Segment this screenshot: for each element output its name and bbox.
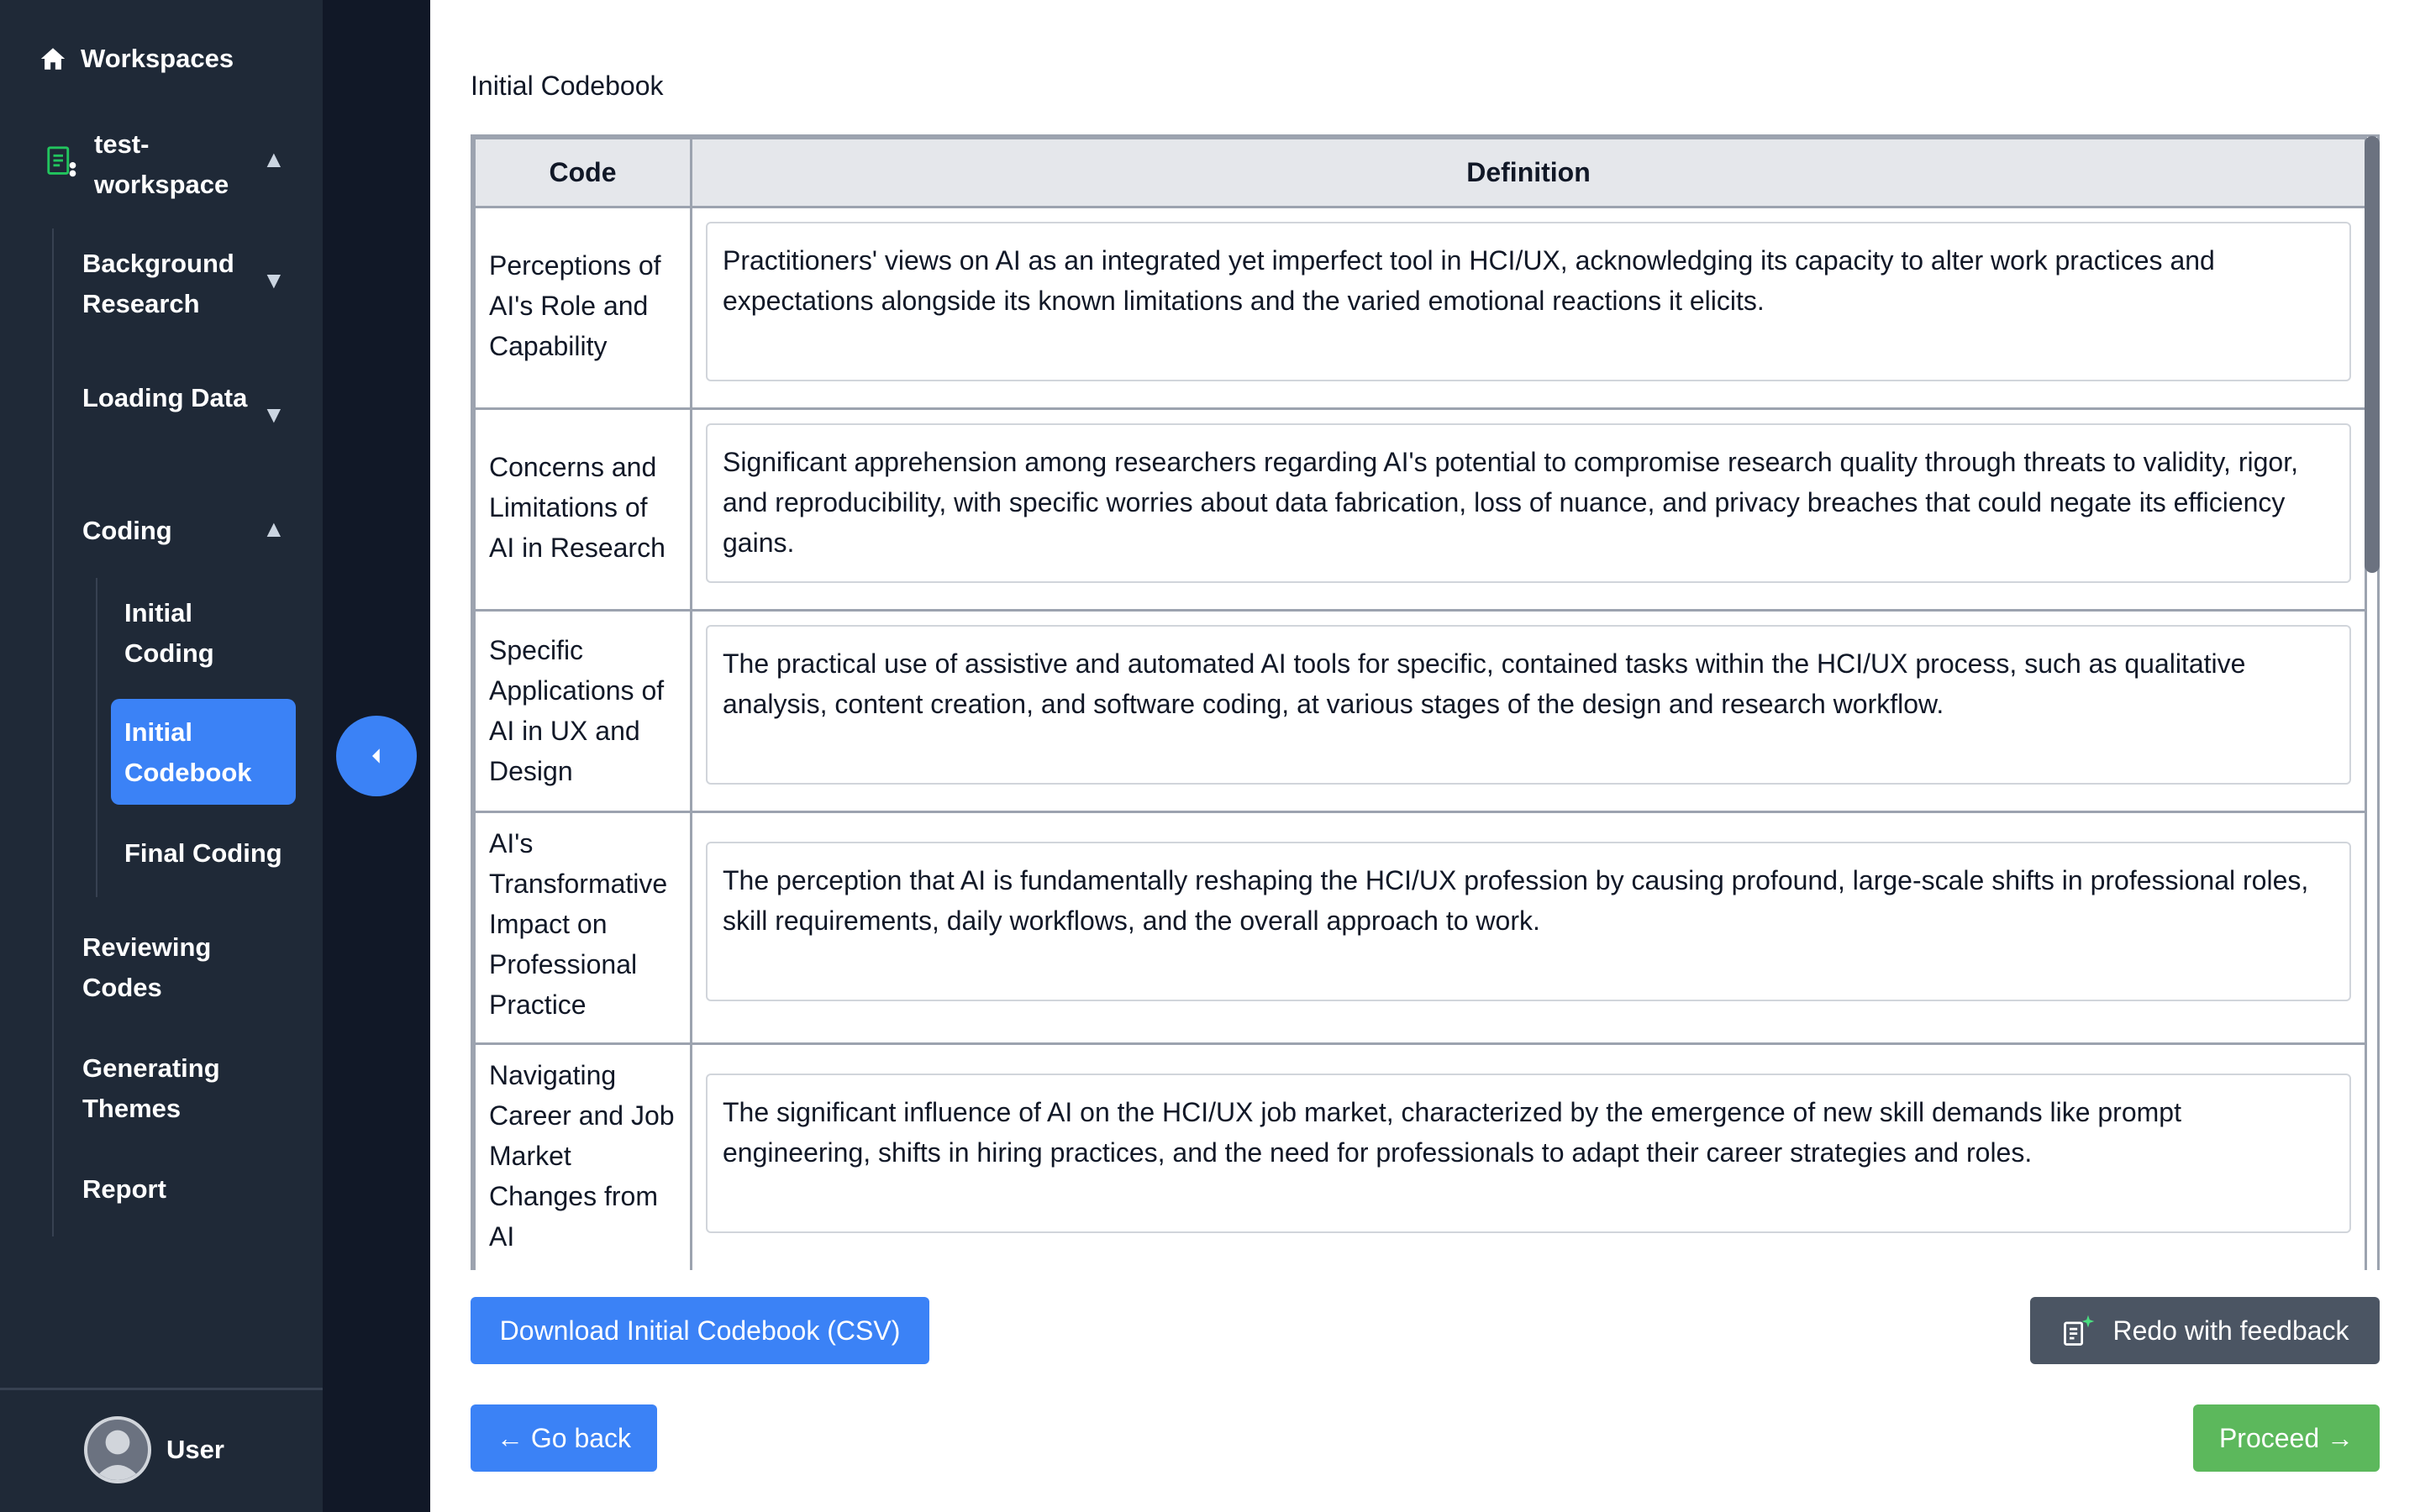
header-code: Code — [475, 139, 692, 207]
chevron-down-icon[interactable]: ▼ — [262, 267, 286, 293]
user-label: User — [166, 1435, 224, 1464]
workspace-name: test-workspace — [94, 129, 229, 199]
table-row — [475, 611, 2366, 812]
chevron-left-icon — [364, 743, 389, 769]
chevron-up-icon[interactable]: ▲ — [262, 516, 286, 542]
sidebar-item-initial-codebook[interactable]: Initial Codebook — [124, 717, 252, 787]
avatar — [84, 1416, 151, 1483]
codebook-table — [473, 137, 2367, 1270]
home-icon — [39, 45, 67, 73]
redo-with-feedback-button[interactable] — [2030, 1297, 2380, 1364]
workspaces-link[interactable] — [39, 44, 234, 74]
go-back-button[interactable]: ← Go back — [471, 1404, 657, 1472]
collapse-sidebar-button[interactable] — [336, 716, 417, 796]
definition-field[interactable]: The practical use of assistive and automated AI tools for specific, contained tasks within the HCI/UX process, such as qualitative analysis, content creation, and software coding, at various stages of the design and research workflow. — [706, 625, 2351, 785]
chevron-up-icon[interactable]: ▲ — [262, 146, 286, 172]
sidebar-item-generating-themes[interactable]: Generating Themes — [82, 1053, 220, 1123]
code-cell: Navigating Career and Job Market Changes from AI — [475, 1044, 692, 1271]
table-row — [475, 812, 2366, 1044]
definition-field[interactable]: Practitioners' views on AI as an integrated yet imperfect tool in HCI/UX, acknowledging its capacity to alter work practices and expectations alongside its known limitations and the varied emotional reactions it elicits. — [706, 222, 2351, 381]
sidebar-item-reviewing-codes[interactable]: Reviewing Codes — [82, 932, 212, 1002]
definition-field[interactable]: The significant influence of AI on the HCI/UX job market, characterized by the emergence of new skill demands like prompt engineering, shifts in hiring practices, and the need for professionals to adapt their career strategies and roles. — [706, 1074, 2351, 1233]
proceed-button[interactable]: Proceed → — [2193, 1404, 2380, 1472]
workspace-icon — [44, 143, 82, 181]
definition-field[interactable]: The perception that AI is fundamentally reshaping the HCI/UX profession by causing profound, large-scale shifts in professional roles, skill requirements, daily workflows, and the overall approach to work. — [706, 842, 2351, 1001]
chevron-down-icon[interactable]: ▼ — [262, 402, 286, 428]
code-cell: Concerns and Limitations of AI in Research — [475, 409, 692, 611]
code-cell: Specific Applications of AI in UX and Design — [475, 611, 692, 812]
sub-tree-line — [96, 578, 97, 897]
table-row — [475, 1044, 2366, 1271]
sidebar-item-loading-data[interactable]: Loading Data — [82, 383, 248, 412]
user-menu[interactable] — [84, 1416, 224, 1483]
codebook-table-container[interactable] — [471, 134, 2380, 1270]
code-cell: Perceptions of AI's Role and Capability — [475, 207, 692, 409]
sidebar-item-report[interactable]: Report — [82, 1174, 166, 1204]
tree-line — [52, 228, 54, 1236]
code-cell: AI's Transformative Impact on Professional Practice — [475, 812, 692, 1044]
page-title: Initial Codebook — [471, 71, 664, 101]
sidebar-item-coding[interactable]: Coding — [82, 516, 172, 545]
header-definition: Definition — [692, 139, 2366, 207]
workspaces-label: Workspaces — [81, 44, 234, 73]
user-divider — [0, 1388, 323, 1390]
definition-field[interactable]: Significant apprehension among researchers regarding AI's potential to compromise research quality through threats to validity, rigor, and reproducibility, with specific worries about data fabrication, loss of nuance, and privacy breaches that could negate its efficiency gains. — [706, 423, 2351, 583]
user-icon — [87, 1420, 148, 1480]
sidebar — [0, 0, 323, 1512]
download-csv-button[interactable]: Download Initial Codebook (CSV) — [471, 1297, 929, 1364]
table-row — [475, 207, 2366, 409]
ai-sparkle-icon — [2060, 1312, 2097, 1349]
sidebar-item-initial-coding[interactable]: Initial Coding — [124, 598, 214, 668]
workspace-selector[interactable] — [44, 124, 296, 205]
table-row — [475, 409, 2366, 611]
sidebar-item-background-research[interactable]: Background Research — [82, 249, 234, 318]
redo-label: Redo with feedback — [2112, 1315, 2349, 1346]
table-header-row — [475, 139, 2366, 207]
sidebar-item-final-coding[interactable]: Final Coding — [124, 838, 282, 868]
table-scrollbar[interactable] — [2365, 136, 2380, 573]
